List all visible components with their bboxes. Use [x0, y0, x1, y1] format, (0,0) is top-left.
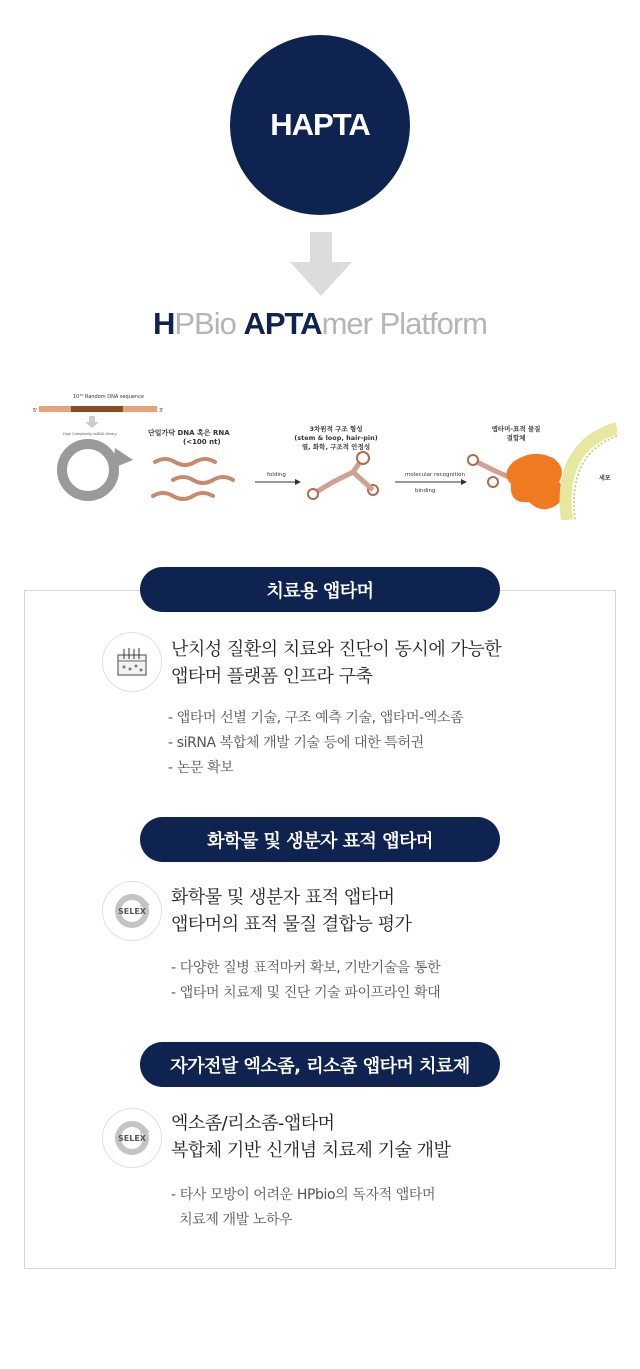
section-pill-exosome: [140, 1042, 500, 1087]
random-seq-core: [71, 406, 123, 412]
recog-label-1: molecular recognition: [405, 472, 466, 478]
skin-layer-glyph: [115, 647, 149, 677]
bullet-item: - 타사 모방이 어려운 HPbio의 독자적 앱타머: [171, 1187, 436, 1203]
rounding-label-2: rounding: [70, 471, 106, 479]
bullet-item: - 논문 확보: [168, 760, 234, 776]
heading-line-2: 앱타머 플랫폼 인프라 구축: [171, 666, 373, 687]
end5-label: 5': [33, 408, 38, 414]
strand-sub: (<100 nt): [183, 438, 221, 446]
bullet-item: - siRNA 복합체 개발 기술 등에 대한 특허권: [168, 735, 424, 751]
end3-label: 3': [159, 408, 164, 414]
selex-cycle-glyph: [112, 1118, 152, 1158]
strand-title: 단일가닥 DNA 혹은 RNA: [148, 429, 230, 437]
cell-membrane-icon: [566, 428, 617, 520]
section-pill-label: 화학물 및 생분자 표적 앱타머: [207, 830, 433, 852]
heading-line-1: 엑소좀/리소좀-앱타머: [171, 1113, 335, 1134]
selex-icon: [102, 881, 162, 941]
heading-line-2: 복합체 기반 신개념 치료제 기술 개발: [171, 1140, 451, 1161]
section-heading-therapeutic: [171, 636, 611, 690]
complex-title-1: 앱타머-표적 물질: [491, 425, 541, 433]
section-heading-exosome: [171, 1110, 611, 1164]
struct-sub1: (stem & loop, hair-pin): [294, 434, 378, 442]
bullet-list-therapeutic: [168, 706, 608, 781]
seq-label: 10¹⁵ Random DNA sequence: [73, 394, 144, 400]
small-down-arrow-icon: [85, 416, 99, 428]
folding-arrowhead-icon: [295, 479, 301, 485]
rounding-label-1: HAPTA: [74, 462, 102, 470]
bullet-item: - 다양한 질병 표적마커 확보, 기반기술을 통한: [171, 960, 441, 976]
bullet-item: - 앱타머 선별 기술, 구조 예측 기술, 앱타머-엑소좀: [168, 710, 464, 726]
aptamer-structure-icon: [308, 452, 378, 499]
platform-title-mer: mer Platform: [321, 306, 487, 341]
struct-sub2: 열, 화학, 구조적 안정성: [301, 443, 371, 451]
heading-line-2: 앱타머의 표적 물질 결합능 평가: [171, 914, 412, 935]
cell-label: 세포: [599, 475, 611, 482]
section-pill-label: 치료용 앱타머: [266, 580, 374, 602]
hapta-logo: [230, 35, 410, 215]
recog-arrowhead-icon: [461, 479, 467, 485]
down-arrow-icon: [288, 232, 354, 298]
bullet-item: 치료제 개발 노하우: [171, 1212, 293, 1228]
heading-line-1: 화학물 및 생분자 표적 앱타머: [171, 887, 395, 908]
section-pill-chemical: [140, 817, 500, 862]
section-pill-therapeutic: [140, 567, 500, 612]
rounding-cycle-icon: [62, 444, 133, 496]
recog-label-2: binding: [415, 488, 436, 494]
aptamer-target-complex-icon: [468, 454, 565, 509]
complex-title-2: 결합체: [506, 434, 526, 442]
folding-label: folding: [267, 472, 286, 478]
bullet-item: - 앱타머 치료제 및 진단 기술 파이프라인 확대: [171, 985, 441, 1001]
platform-title-pbio: PBio: [174, 306, 244, 341]
selex-label: SELEX: [118, 1134, 146, 1143]
struct-title: 3차원적 구조 형성: [309, 425, 363, 433]
section-pill-label: 자가전달 엑소좀, 리소좀 앱타머 치료제: [170, 1055, 470, 1077]
selex-label: SELEX: [118, 907, 146, 916]
heading-line-1: 난치성 질환의 치료와 진단이 동시에 가능한: [171, 639, 502, 660]
hapta-logo-label: HAPTA: [270, 107, 370, 142]
bullet-list-chemical: [171, 956, 611, 1006]
dna-strands-icon: [153, 459, 233, 499]
aptamer-process-diagram: [33, 390, 617, 520]
selex-cycle-glyph: [112, 891, 152, 931]
lib-label: High Complexity ssDNA library: [63, 432, 117, 436]
platform-title: [0, 306, 640, 342]
section-heading-chemical: [171, 884, 611, 938]
platform-title-h: H: [152, 306, 175, 341]
selex-icon: [102, 1108, 162, 1168]
platform-title-apta: APTA: [243, 306, 322, 341]
skin-layer-icon: [102, 632, 162, 692]
bullet-list-exosome: [171, 1183, 611, 1233]
